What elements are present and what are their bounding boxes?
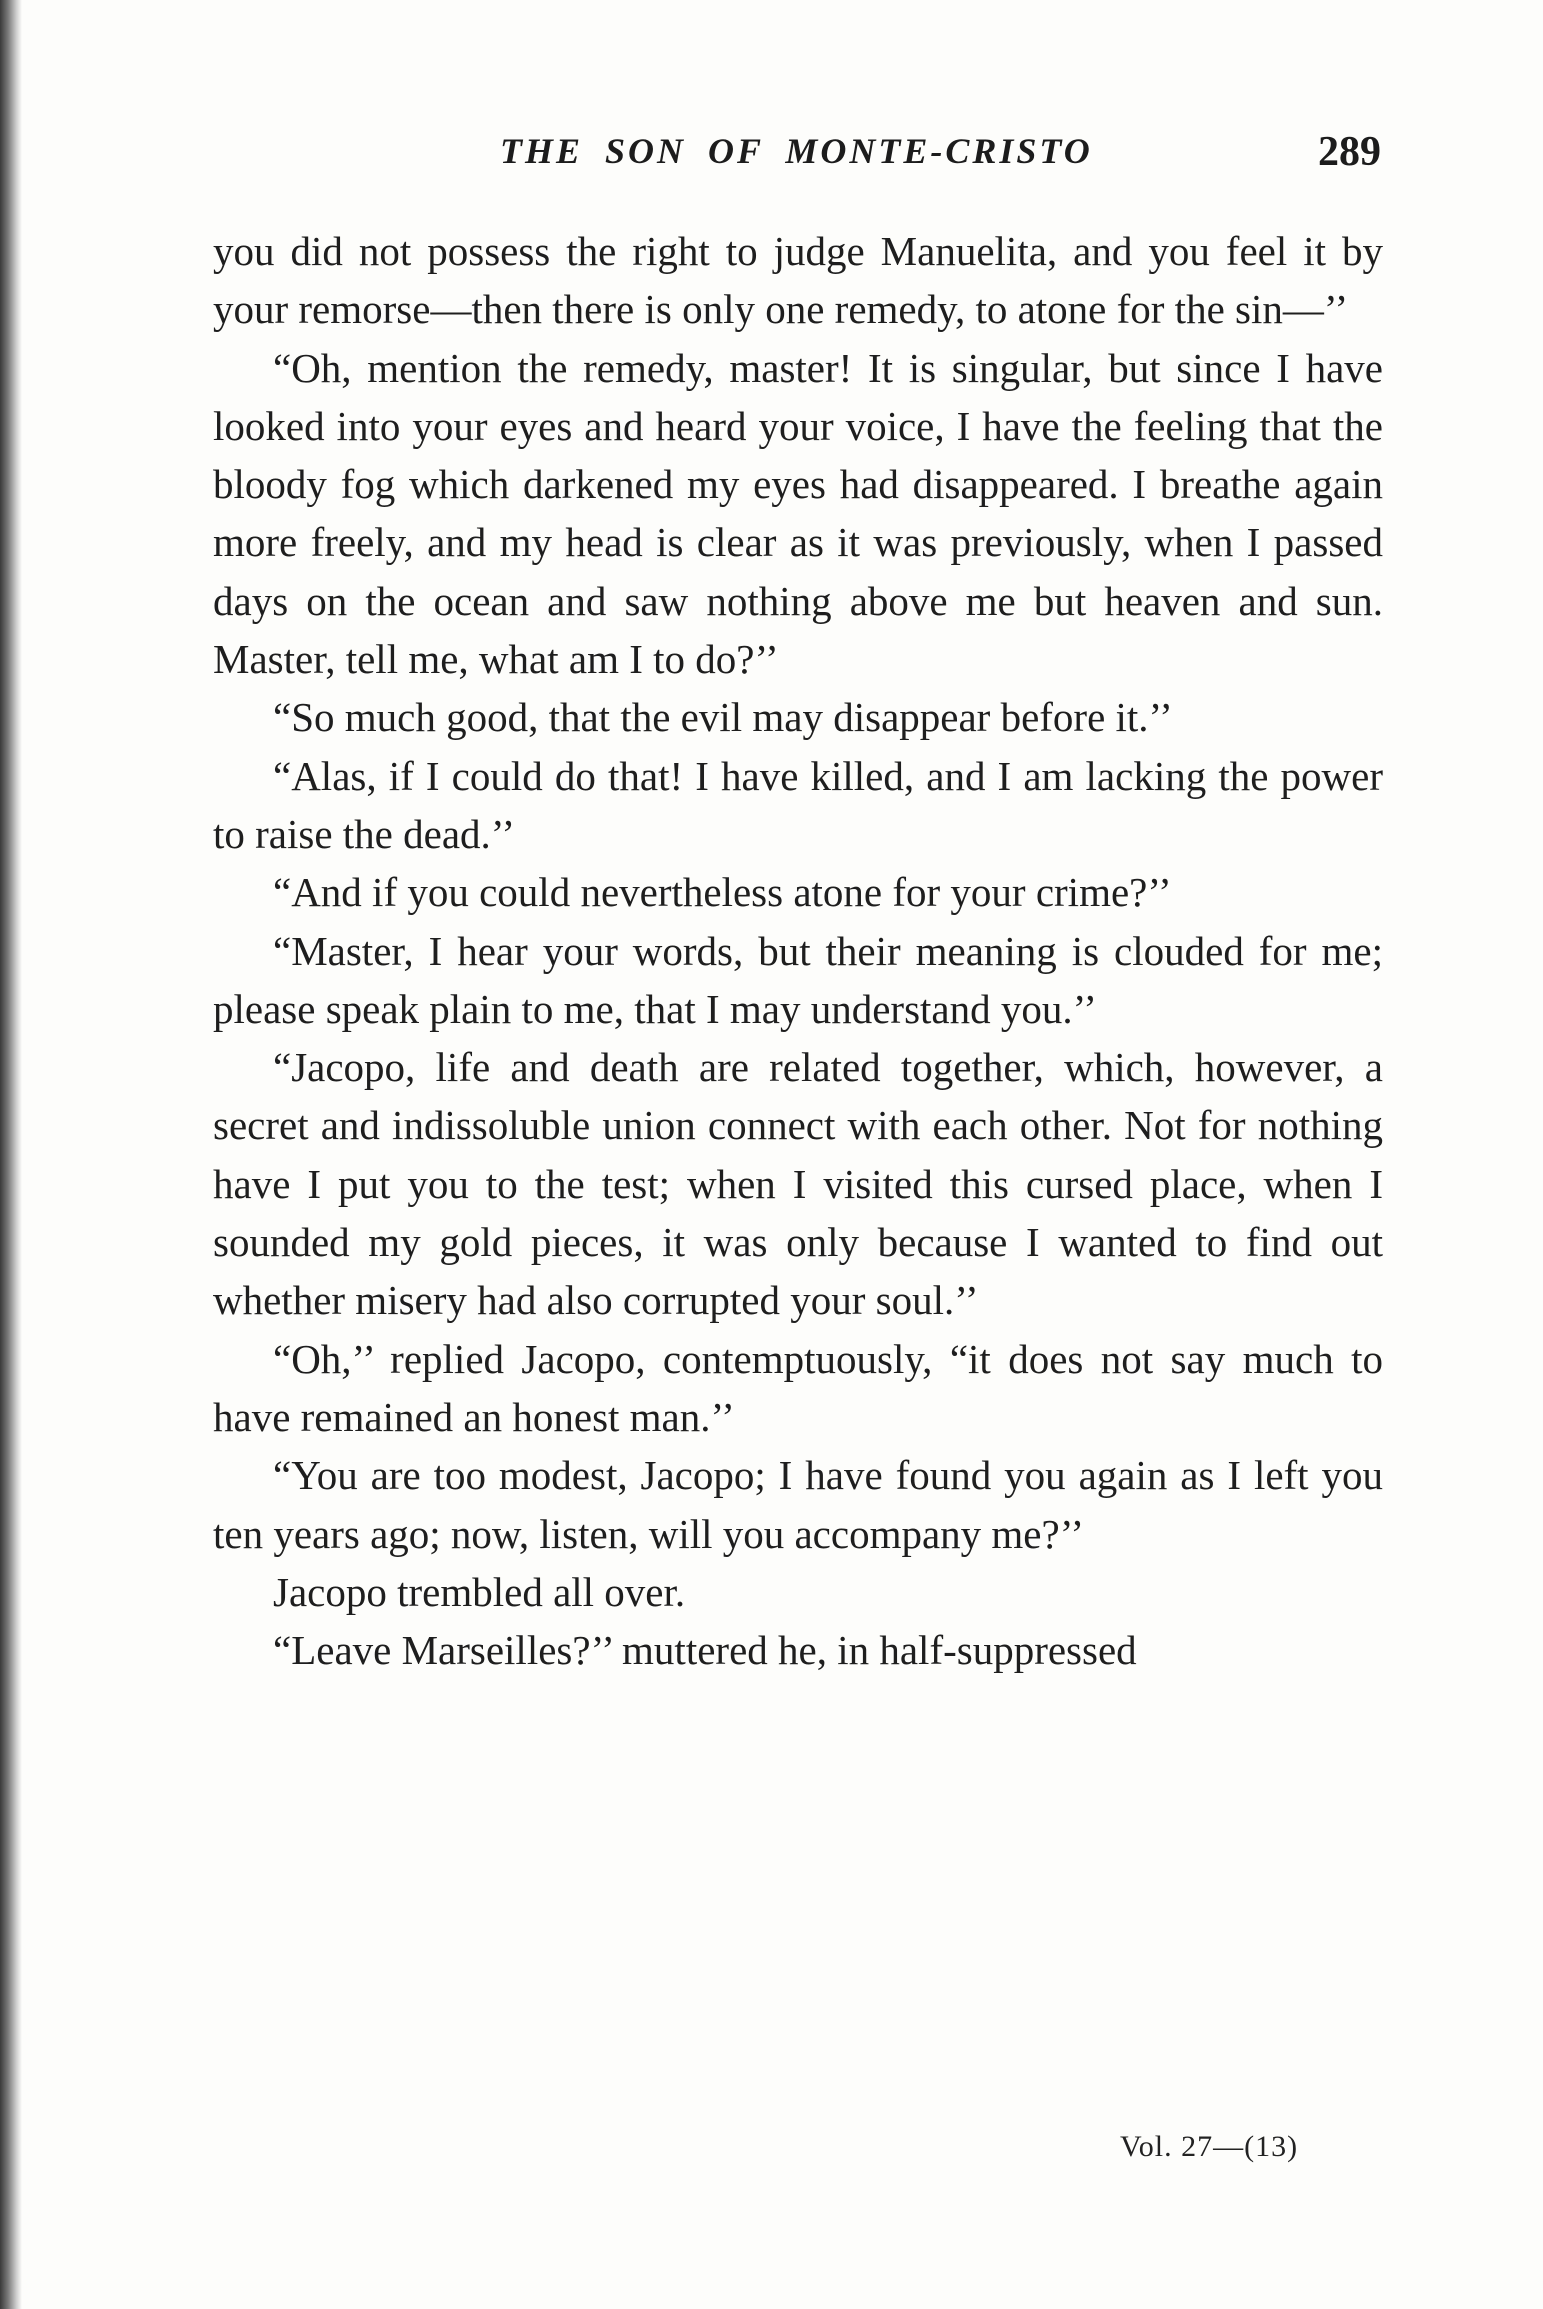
paragraph: “So much good, that the evil may disappear before it.’’ <box>273 694 1173 741</box>
body-text <box>213 222 1383 1679</box>
paragraph: “Master, I hear your words, but their meaning is clouded for me; please speak plain to me, that I may understand you.’’ <box>213 927 1383 1032</box>
paragraph: Jacopo trembled all over. <box>273 1568 686 1615</box>
paragraph: “Jacopo, life and death are related together, which, however, a secret and indissoluble union connect with each other. Not for nothing have I put you to the test; when I visited this cursed place, when I sounded my gold pieces, it was only because I wanted to find out whether misery had also corrupted your soul.’’ <box>213 1044 1383 1324</box>
volume-signature: Vol. 27—(13) <box>1120 2130 1299 2163</box>
paragraph: “You are too modest, Jacopo; I have found you again as I left you ten years ago; now, listen, will you accompany me?’’ <box>213 1452 1383 1557</box>
paragraph: “Alas, if I could do that! I have killed, and I am lacking the power to raise the dead.’’ <box>213 752 1383 857</box>
paragraph: “Leave Marseilles?’’ muttered he, in half-suppressed <box>273 1627 1137 1674</box>
paragraph: “Oh,’’ replied Jacopo, contemptuously, “it does not say much to have remained an honest man.’’ <box>213 1335 1383 1440</box>
page-number: 289 <box>1318 129 1381 175</box>
spine-shadow <box>0 0 22 2309</box>
paragraph: “And if you could nevertheless atone for your crime?’’ <box>273 869 1172 916</box>
paragraph: “Oh, mention the remedy, master! It is singular, but since I have looked into your eyes and heard your voice, I have the feeling that the bloody fog which darkened my eyes had disappeared. I breathe again more freely, and my head is clear as it was previously, when I passed days on the ocean and saw nothing above me but heaven and sun. Master, tell me, what am I to do?’’ <box>213 344 1383 683</box>
paragraph-continued: you did not possess the right to judge Manuelita, and you feel it by your remorse—then there is only one remedy, to atone for the sin—’’ <box>213 228 1383 333</box>
running-head <box>0 130 1543 190</box>
running-title: THE SON OF MONTE-CRISTO <box>500 131 1093 171</box>
